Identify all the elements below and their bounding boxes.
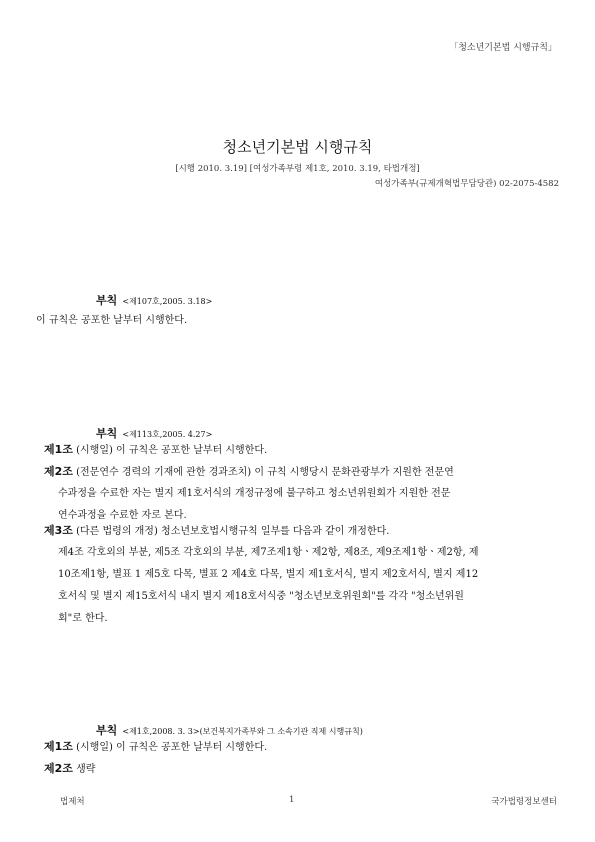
article-2 (44, 461, 454, 484)
running-header: 「청소년기본법 시행규칙」 (449, 43, 557, 53)
article-text-cont: 연수과정을 수료한 자로 본다. (58, 510, 187, 521)
article-number: 제3조 (44, 524, 73, 537)
footer-source: 법제처 (60, 797, 85, 807)
article-2 (44, 758, 95, 781)
article-1 (44, 736, 267, 759)
supplementary-ref: <제113호,2005. 4.27> (122, 430, 213, 439)
article-text-cont: 수과정을 수료한 자는 별지 제1호서식의 개정규정에 불구하고 청소년위원회가 지원한 전문 (58, 488, 451, 499)
article-1 (44, 439, 267, 462)
article-number: 제2조 (44, 465, 73, 478)
supplementary-ref: <제1호,2008. 3. 3>(보건복지가족부와 그 소속기관 직제 시행규칙) (122, 727, 363, 736)
supplementary-label: 부칙 (96, 294, 118, 307)
article-text-cont: 10조제1항, 별표 1 제5호 다목, 별표 2 제4호 다목, 별지 제1호서식, 별지 제2호서식, 별지 제12 (58, 569, 479, 580)
article-text: (시행일) 이 규칙은 공포한 날부터 시행한다. (76, 445, 268, 456)
ministry-contact: 여성가족부(규제개혁법무담당관) 02-2075-4582 (374, 179, 559, 189)
article-3 (44, 520, 389, 543)
page-number: 1 (289, 795, 295, 805)
article-text-cont: 회"로 한다. (58, 613, 108, 624)
article-number: 제1조 (44, 740, 73, 753)
supplementary-body: 이 규칙은 공포한 날부터 시행한다. (36, 315, 188, 326)
footer-publisher: 국가법령정보센터 (491, 797, 557, 807)
supplementary-label: 부칙 (96, 427, 118, 440)
supplementary-ref: <제107호,2005. 3.18> (122, 297, 213, 306)
article-number: 제1조 (44, 443, 73, 456)
supplementary-heading (96, 289, 212, 308)
article-number: 제2조 (44, 762, 73, 775)
article-text-cont: 제4조 각호외의 부분, 제5조 각호외의 부분, 제7조제1항ㆍ제2항, 제8조, 제9조제1항ㆍ제2항, 제 (58, 547, 479, 558)
supplementary-label: 부칙 (96, 724, 118, 737)
document-title: 청소년기본법 시행규칙 (222, 138, 373, 156)
article-text: (시행일) 이 규칙은 공포한 날부터 시행한다. (76, 742, 268, 753)
article-text: (전문연수 경력의 기재에 관한 경과조치) 이 규칙 시행당시 문화관광부가 지원한 전문연 (76, 467, 454, 478)
enforcement-info: [시행 2010. 3.19] [여성가족부령 제1호, 2010. 3.19, 타법개정] (175, 164, 420, 174)
article-text: (다른 법령의 개정) 청소년보호법시행규칙 일부를 다음과 같이 개정한다. (76, 526, 390, 537)
article-text: 생략 (76, 764, 96, 775)
article-text-cont: 호서식 및 별지 제15호서식 내지 별지 제18호서식중 "청소년보호위원회"를 각각 "청소년위원 (58, 591, 464, 602)
